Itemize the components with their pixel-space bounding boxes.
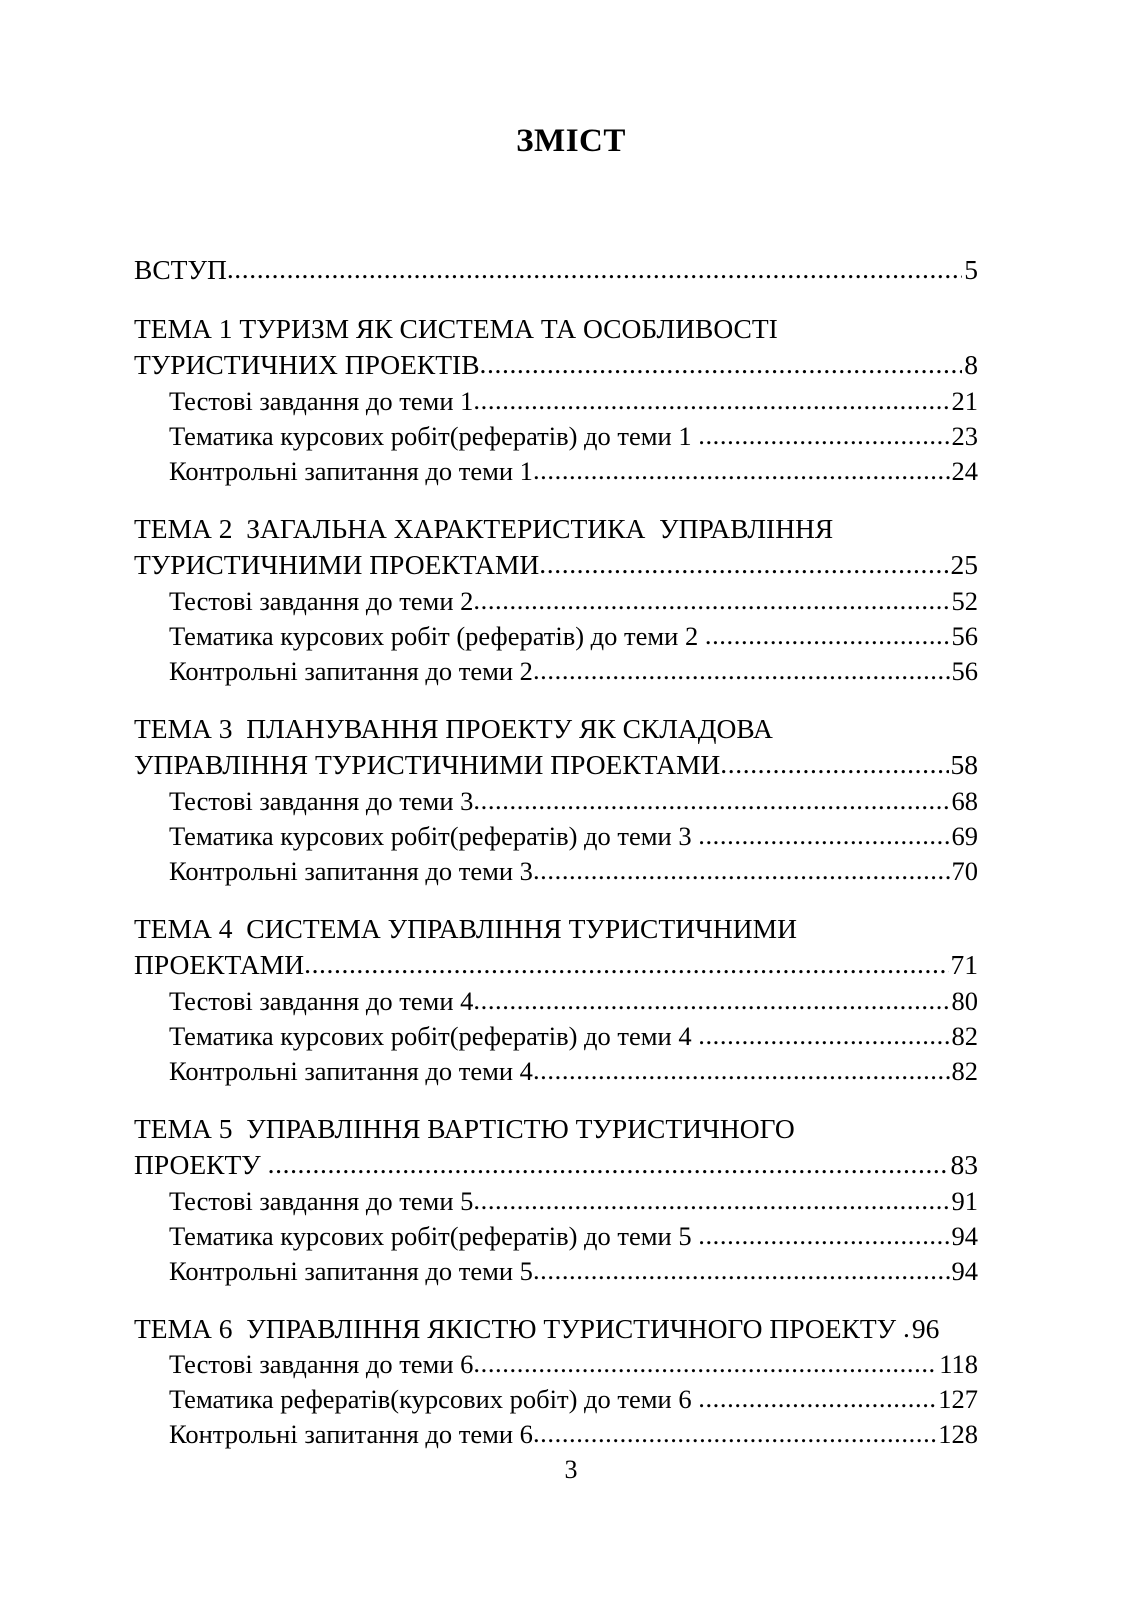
toc-entry-label: Тематика курсових робіт(рефератів) до теми 1 bbox=[169, 420, 699, 451]
dot-leader bbox=[473, 1183, 949, 1218]
toc-entry-label: Тестові завдання до теми 3 bbox=[169, 785, 474, 816]
toc-entry-page-number: 21 bbox=[951, 385, 978, 416]
toc-entry-section[interactable] bbox=[169, 984, 978, 1019]
dot-leader bbox=[698, 1381, 936, 1416]
toc-entry-label: Контрольні запитання до теми 3 bbox=[169, 855, 533, 886]
dot-leader bbox=[698, 818, 949, 853]
dot-leader bbox=[903, 1310, 910, 1347]
dot-leader bbox=[533, 653, 950, 688]
toc-entry-page-number: 128 bbox=[938, 1419, 978, 1449]
toc-entry-chapter[interactable] bbox=[134, 252, 978, 289]
toc-entry-label: Тематика курсових робіт(рефератів) до теми 4 bbox=[169, 1020, 699, 1051]
dot-leader bbox=[705, 618, 950, 653]
toc-entry-label: ВСТУП bbox=[134, 254, 227, 285]
toc-entry-label: Тестові завдання до теми 6 bbox=[169, 1349, 474, 1379]
toc-entry-section[interactable] bbox=[169, 1184, 978, 1219]
toc-entry-page-number: 8 bbox=[964, 349, 978, 380]
toc-entry-section[interactable] bbox=[169, 654, 978, 689]
toc-entry-label: Тестові завдання до теми 4 bbox=[169, 985, 474, 1016]
toc-entry-section[interactable] bbox=[169, 419, 978, 454]
toc-entry-label: Тематика курсових робіт (рефератів) до теми 2 bbox=[169, 620, 705, 651]
toc-entry-label: УПРАВЛІННЯ ТУРИСТИЧНИМИ ПРОЕКТАМИ bbox=[134, 749, 721, 780]
toc-entry-chapter[interactable] bbox=[134, 947, 978, 984]
toc-entry-page-number: 69 bbox=[951, 820, 978, 851]
dot-leader bbox=[533, 453, 950, 488]
toc-entry-page-number: 56 bbox=[951, 620, 978, 651]
toc-entry-page-number: 127 bbox=[938, 1384, 978, 1414]
toc-entry-label: Тематика курсових робіт(рефератів) до теми 5 bbox=[169, 1220, 699, 1251]
toc-entry-label: Контрольні запитання до теми 6 bbox=[169, 1419, 533, 1449]
toc-entry-label: Тематика курсових робіт(рефератів) до теми 3 bbox=[169, 820, 699, 851]
toc-entry-label: ТЕМА 6 УПРАВЛІННЯ ЯКІСТЮ ТУРИСТИЧНОГО ПРОЕКТУ bbox=[134, 1312, 904, 1344]
toc-entry-label: Контрольні запитання до теми 1 bbox=[169, 455, 533, 486]
toc-entry-section[interactable] bbox=[169, 1254, 978, 1289]
toc-entry-label: ПРОЕКТУ bbox=[134, 1149, 268, 1180]
toc-entry-section[interactable] bbox=[169, 1019, 978, 1054]
toc-entry-page-number: 91 bbox=[951, 1185, 978, 1216]
dot-leader bbox=[268, 1146, 949, 1183]
toc-entry-page-number: 56 bbox=[951, 655, 978, 686]
toc-entry-section[interactable] bbox=[169, 1417, 978, 1452]
table-of-contents bbox=[134, 252, 978, 1452]
toc-entry-section[interactable] bbox=[169, 819, 978, 854]
toc-entry-label: Тематика рефератів(курсових робіт) до теми 6 bbox=[169, 1384, 699, 1414]
toc-entry-page-number: 118 bbox=[939, 1349, 978, 1379]
toc-entry-label: Тестові завдання до теми 1 bbox=[169, 385, 474, 416]
toc-entry-section[interactable] bbox=[169, 854, 978, 889]
dot-leader bbox=[473, 583, 949, 618]
toc-entry-page-number: 25 bbox=[950, 549, 978, 580]
dot-leader bbox=[473, 383, 949, 418]
toc-entry-page-number: 24 bbox=[951, 455, 978, 486]
toc-entry-page-number: 5 bbox=[964, 254, 978, 285]
toc-entry-chapter[interactable] bbox=[134, 547, 978, 584]
dot-leader bbox=[533, 1053, 950, 1088]
dot-leader bbox=[473, 983, 949, 1018]
dot-leader bbox=[304, 946, 948, 983]
toc-entry-label: ТУРИСТИЧНИХ ПРОЕКТІВ bbox=[134, 349, 480, 380]
toc-entry-page-number: 80 bbox=[951, 985, 978, 1016]
dot-leader bbox=[698, 1218, 949, 1253]
toc-entry-page-number: 70 bbox=[951, 855, 978, 886]
dot-leader bbox=[533, 1253, 950, 1288]
toc-entry-label: Контрольні запитання до теми 4 bbox=[169, 1055, 533, 1086]
toc-entry-line[interactable]: ТЕМА 5 УПРАВЛІННЯ ВАРТІСТЮ ТУРИСТИЧНОГО bbox=[134, 1112, 795, 1144]
toc-entry-label: Контрольні запитання до теми 5 bbox=[169, 1255, 533, 1286]
toc-entry-label: ТУРИСТИЧНИМИ ПРОЕКТАМИ bbox=[134, 549, 540, 580]
dot-leader bbox=[473, 783, 949, 818]
dot-leader bbox=[533, 853, 950, 888]
toc-entry-page-number: 94 bbox=[951, 1220, 978, 1251]
toc-entry-page-number: 52 bbox=[951, 585, 978, 616]
toc-entry-section[interactable] bbox=[169, 784, 978, 819]
toc-entry-label: Тестові завдання до теми 5 bbox=[169, 1185, 474, 1216]
dot-leader bbox=[698, 1018, 949, 1053]
toc-entry-label: ПРОЕКТАМИ bbox=[134, 949, 305, 980]
toc-entry-page-number: 23 bbox=[951, 420, 978, 451]
toc-entry-line[interactable]: ТЕМА 3 ПЛАНУВАННЯ ПРОЕКТУ ЯК СКЛАДОВА bbox=[134, 712, 773, 744]
toc-entry-page-number: 94 bbox=[951, 1255, 978, 1286]
toc-entry-label: Тестові завдання до теми 2 bbox=[169, 585, 474, 616]
toc-entry-page-number: 82 bbox=[951, 1020, 978, 1051]
dot-leader bbox=[539, 546, 948, 583]
toc-entry-label: Контрольні запитання до теми 2 bbox=[169, 655, 533, 686]
toc-entry-section[interactable] bbox=[169, 384, 978, 419]
toc-entry-page-number: 58 bbox=[950, 749, 978, 780]
dot-leader bbox=[227, 251, 962, 288]
toc-entry-section[interactable] bbox=[169, 1347, 978, 1382]
toc-entry-page-number: 83 bbox=[950, 1149, 978, 1180]
dot-leader bbox=[480, 346, 963, 383]
toc-entry-page-number: 71 bbox=[950, 949, 978, 980]
dot-leader bbox=[720, 746, 948, 783]
toc-entry-line[interactable]: ТЕМА 2 ЗАГАЛЬНА ХАРАКТЕРИСТИКА УПРАВЛІННЯ bbox=[134, 512, 834, 544]
toc-entry-section[interactable] bbox=[169, 619, 978, 654]
toc-entry-chapter[interactable] bbox=[134, 1147, 978, 1184]
page-title: ЗМІСТ bbox=[516, 123, 626, 159]
dot-leader bbox=[533, 1416, 936, 1451]
toc-entry-section[interactable] bbox=[169, 1054, 978, 1089]
footer-page-number: 3 bbox=[564, 1455, 578, 1484]
toc-entry-page-number: 68 bbox=[951, 785, 978, 816]
toc-entry-chapter[interactable] bbox=[134, 747, 978, 784]
toc-entry-section[interactable] bbox=[169, 1219, 978, 1254]
dot-leader bbox=[698, 418, 949, 453]
toc-entry-chapter[interactable] bbox=[134, 347, 978, 384]
toc-entry-line[interactable]: ТЕМА 4 СИСТЕМА УПРАВЛІННЯ ТУРИСТИЧНИМИ bbox=[134, 912, 797, 944]
toc-entry-chapter[interactable] bbox=[134, 1311, 978, 1348]
toc-entry-section[interactable] bbox=[169, 454, 978, 489]
toc-entry-page-number: 96 bbox=[911, 1312, 940, 1344]
toc-entry-line[interactable]: ТЕМА 1 ТУРИЗМ ЯК СИСТЕМА ТА ОСОБЛИВОСТІ bbox=[134, 312, 778, 344]
dot-leader bbox=[473, 1346, 937, 1381]
toc-entry-page-number: 82 bbox=[951, 1055, 978, 1086]
toc-entry-section[interactable] bbox=[169, 1382, 978, 1417]
toc-entry-section[interactable] bbox=[169, 584, 978, 619]
